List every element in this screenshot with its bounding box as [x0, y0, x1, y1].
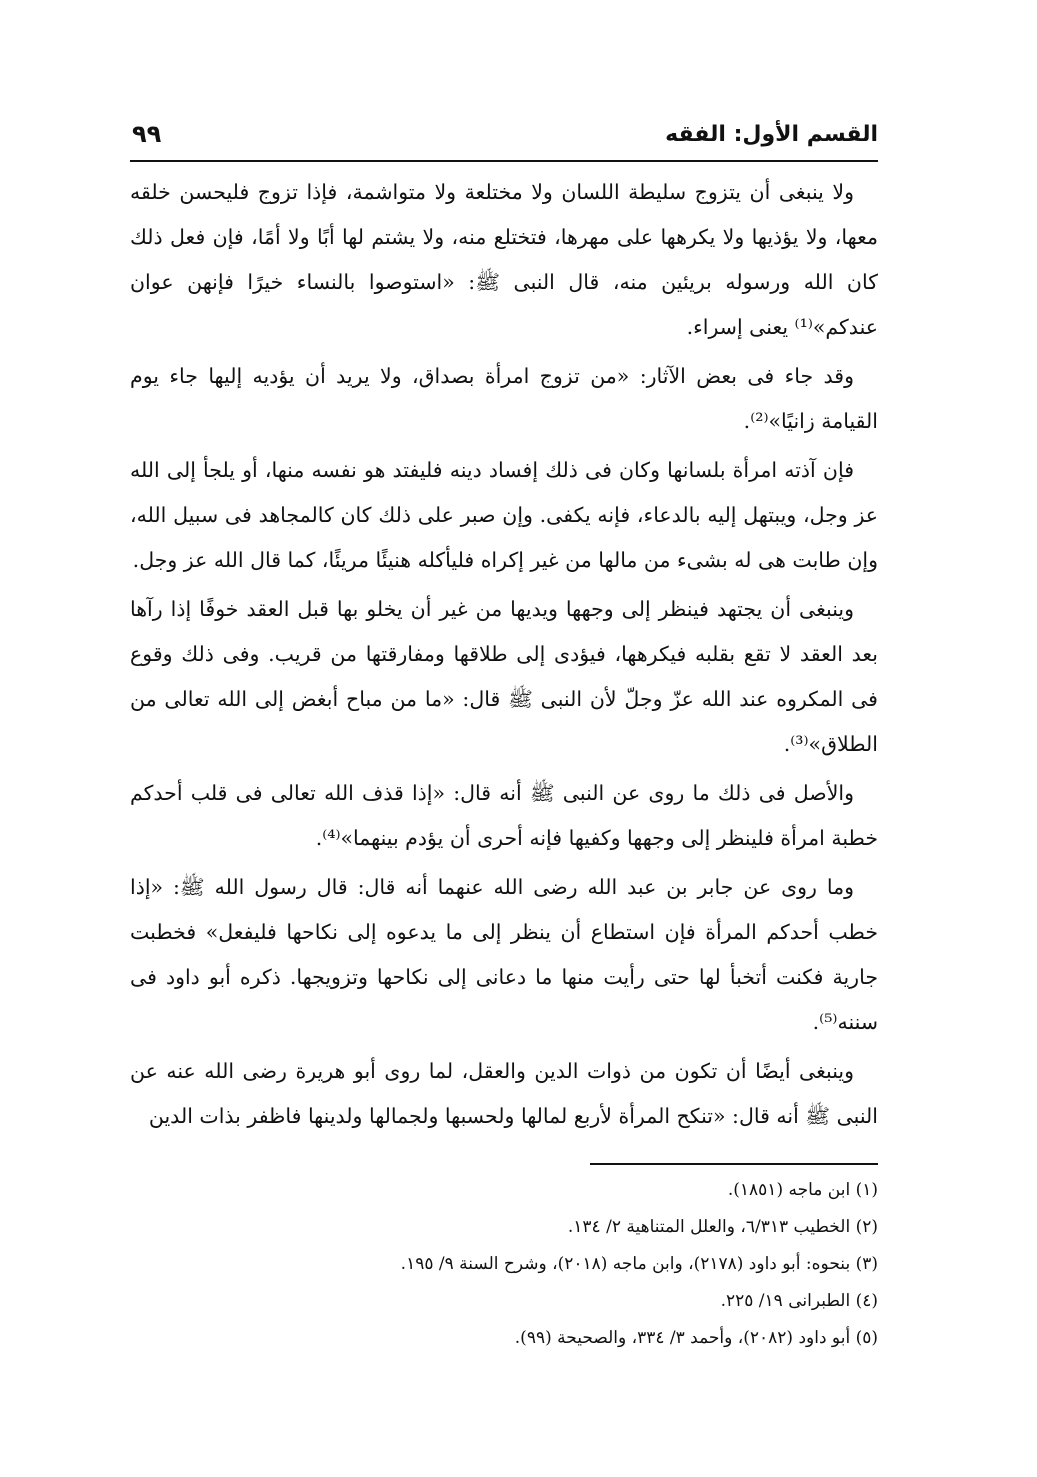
paragraph: والأصل فى ذلك ما روى عن النبى ﷺ أنه قال: «إذا قذف الله تعالى فى قلب أحدكم خطبة امرأة فلينظر إلى وجهها وكفيها فإنه أحرى أن يؤدم بينهما»⁽⁴⁾.: [130, 781, 878, 850]
paragraph: وينبغى أيضًا أن تكون من ذوات الدين والعقل، لما روى أبو هريرة رضى الله عنه عن النبى ﷺ أنه قال: «تنكح المرأة لأربع لمالها ولحسبها ولجمالها ولدينها فاظفر بذات الدين: [130, 1059, 878, 1128]
header-divider: [130, 160, 878, 162]
paragraph: وما روى عن جابر بن عبد الله رضى الله عنهما أنه قال: قال رسول الله ﷺ: «إذا خطب أحدكم المرأة فإن استطاع أن ينظر إلى ما يدعوه إلى نكاحها فليفعل» فخطبت جارية فكنت أتخبأ لها حتى رأيت منها ما دعانى إلى نكاحها وتزويجها. ذكره أبو داود فى سننه⁽⁵⁾.: [130, 875, 878, 1034]
footnote: (١) ابن ماجه (١٨٥١).: [727, 1180, 878, 1200]
footnotes: [130, 1172, 878, 1357]
paragraph: فإن آذته امرأة بلسانها وكان فى ذلك إفساد دينه فليفتد هو نفسه منها، أو يلجأ إلى الله عز وجل، ويبتهل إليه بالدعاء، فإنه يكفى. وإن صبر على ذلك كان كالمجاهد فى سبيل الله، وإن طابت هى له بشىء من مالها من غير إكراه فليأكله هنيئًا مريئًا، كما قال الله عز وجل.: [130, 458, 878, 572]
footnote: (٤) الطبرانى ١٩/ ٢٢٥.: [720, 1291, 878, 1311]
page-number: ٩٩: [132, 120, 162, 148]
paragraph: وقد جاء فى بعض الآثار: «من تزوج امرأة بصداق، ولا يريد أن يؤديه إليها جاء يوم القيامة زانيًا»⁽²⁾.: [130, 364, 878, 433]
footnote-divider: [590, 1163, 878, 1165]
running-header: [130, 118, 878, 158]
paragraph: وينبغى أن يجتهد فينظر إلى وجهها ويديها من غير أن يخلو بها قبل العقد خوفًا إذا رآها بعد العقد لا تقع بقلبه فيكرهها، فيؤدى إلى طلاقها ومفارقتها من قريب. وفى ذلك وقوع فى المكروه عند الله عزّ وجلّ لأن النبى ﷺ قال: «ما من مباح أبغض إلى الله تعالى من الطلاق»⁽³⁾.: [130, 597, 878, 756]
footnote: (٥) أبو داود (٢٠٨٢)، وأحمد ٣/ ٣٣٤، والصحيحة (٩٩).: [514, 1328, 878, 1348]
body-text: [130, 170, 878, 1143]
section-title: القسم الأول: الفقه: [665, 122, 878, 147]
paragraph: ولا ينبغى أن يتزوج سليطة اللسان ولا مختلعة ولا متواشمة، فإذا تزوج فليحسن خلقه معها، ولا يؤذيها ولا يكرهها على مهرها، فتختلع منه، ولا يشتم لها أبًا ولا أمًا، فإن فعل ذلك كان الله ورسوله بريئين منه، قال النبى ﷺ: «استوصوا بالنساء خيرًا فإنهن عوان عندكم»⁽¹⁾ يعنى إسراء.: [130, 180, 878, 339]
footnote: (٢) الخطيب ٦/٣١٣، والعلل المتناهية ٢/ ١٣٤.: [567, 1217, 878, 1237]
footnote: (٣) بنحوه: أبو داود (٢١٧٨)، وابن ماجه (٢٠١٨)، وشرح السنة ٩/ ١٩٥.: [400, 1254, 878, 1274]
